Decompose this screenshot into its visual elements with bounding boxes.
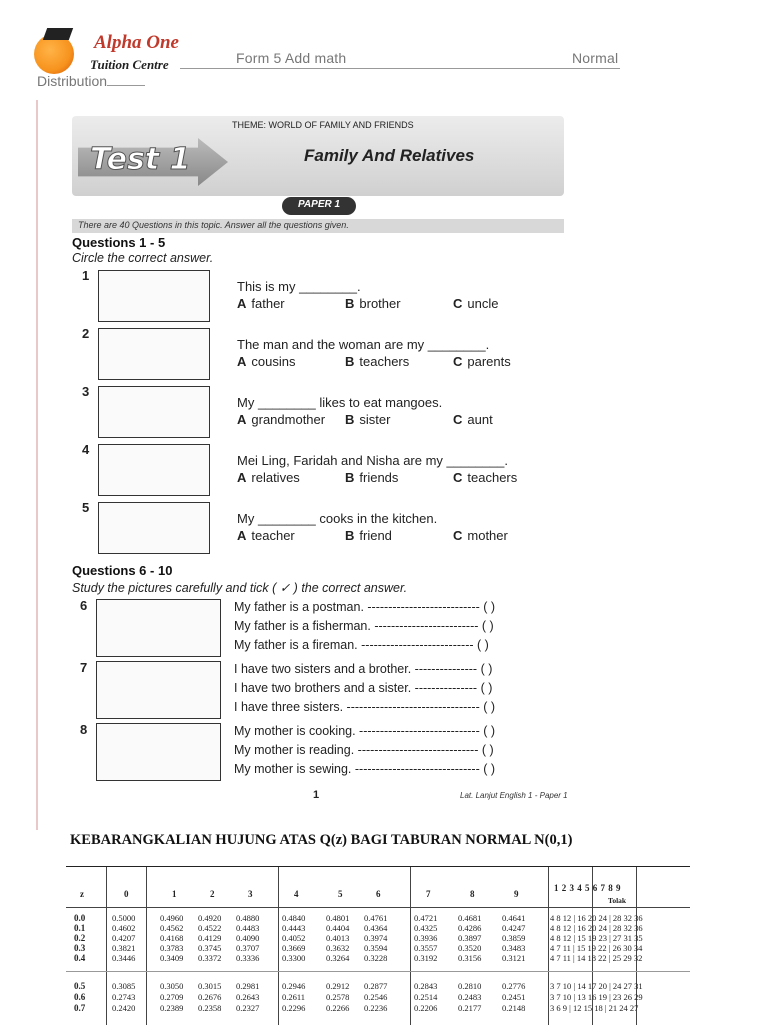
question-text: This is my ________. <box>237 279 361 294</box>
difference-cell: 4 7 11 | 15 19 22 | 26 30 34 <box>550 943 643 953</box>
table-cell: 0.4880 <box>236 913 260 923</box>
table-cell: 0.4562 <box>160 923 184 933</box>
option-letter: A <box>237 354 247 369</box>
table-cell: 0.3228 <box>364 953 388 963</box>
table-cell: 0.4801 <box>326 913 350 923</box>
table-divider <box>106 867 107 1025</box>
table-cell: 0.3859 <box>502 933 526 943</box>
table-cell: 0.3085 <box>112 981 136 991</box>
section2-instruction: Study the pictures carefully and tick ( ✓ ) the correct answer. <box>72 581 408 595</box>
column-header: 3 <box>248 889 253 899</box>
test-label: Test 1 <box>90 142 191 177</box>
answer-option <box>237 470 300 485</box>
difference-cell: 4 8 12 | 16 20 24 | 28 32 36 <box>550 913 643 923</box>
table-cell: 0.2776 <box>502 981 526 991</box>
difference-cell: 3 7 10 | 13 16 19 | 23 26 29 <box>550 992 643 1002</box>
logo-emblem-icon <box>34 34 74 74</box>
answer-option <box>453 470 517 485</box>
table-cell: 0.2912 <box>326 981 350 991</box>
option-text: friend <box>359 528 392 543</box>
question-illustration <box>96 723 221 781</box>
table-cell: 0.4721 <box>414 913 438 923</box>
table-divider <box>410 867 411 1025</box>
answer-option <box>237 412 325 427</box>
table-cell: 0.3594 <box>364 943 388 953</box>
table-cell: 0.2327 <box>236 1003 260 1013</box>
table-cell: 0.2358 <box>198 1003 222 1013</box>
table-cell: 0.4920 <box>198 913 222 923</box>
option-letter: C <box>453 354 463 369</box>
table-cell: 0.3669 <box>282 943 306 953</box>
column-header: 8 <box>470 889 475 899</box>
answer-option <box>345 528 392 543</box>
question-number: 8 <box>80 722 88 737</box>
answer-option <box>237 296 285 311</box>
tick-statement: My mother is reading. ----------------------------- ( ) <box>234 743 494 757</box>
option-letter: A <box>237 296 247 311</box>
table-cell: 0.2451 <box>502 992 526 1002</box>
table-cell: 0.3783 <box>160 943 184 953</box>
question-illustration <box>96 661 221 719</box>
tick-statement: My father is a postman. --------------------------- ( ) <box>234 600 496 614</box>
table-divider <box>146 867 147 1025</box>
table-cell: 0.3121 <box>502 953 526 963</box>
table-cell: 0.2877 <box>364 981 388 991</box>
logo-subtitle: Tuition Centre <box>90 57 169 72</box>
table-cell: 0.2514 <box>414 992 438 1002</box>
question-number: 6 <box>80 598 88 613</box>
difference-header: 1 2 3 4 5 6 7 8 9 <box>554 883 621 893</box>
difference-cell: 4 7 11 | 14 18 22 | 25 29 32 <box>550 953 643 963</box>
tick-statement: My mother is sewing. ------------------------------ ( ) <box>234 762 496 776</box>
test-banner <box>72 116 564 196</box>
table-cell: 0.2389 <box>160 1003 184 1013</box>
table-header-rule <box>66 907 690 908</box>
table-cell: 0.3372 <box>198 953 222 963</box>
topic-part1: Normal <box>572 50 619 66</box>
option-letter: B <box>345 412 355 427</box>
table-cell: 0.2483 <box>458 992 482 1002</box>
table-cell: 0.2177 <box>458 1003 482 1013</box>
table-cell: 0.4681 <box>458 913 482 923</box>
table-divider <box>548 867 549 1025</box>
question-text: Mei Ling, Faridah and Nisha are my ________. <box>237 453 508 468</box>
column-header: 7 <box>426 889 431 899</box>
table-cell: 0.2981 <box>236 981 260 991</box>
page-number: 1 <box>313 789 320 801</box>
answer-option <box>237 354 295 369</box>
table-cell: 0.4483 <box>236 923 260 933</box>
course-label: Form 5 Add math <box>236 50 347 66</box>
section2-heading: Questions 6 - 10 <box>72 563 173 578</box>
table-cell: 0.3336 <box>236 953 260 963</box>
table-cell: 0.4286 <box>458 923 482 933</box>
margin-rule <box>36 100 38 830</box>
tick-statement: I have three sisters. -------------------------------- ( ) <box>234 700 496 714</box>
question-text: The man and the woman are my ________. <box>237 337 490 352</box>
table-cell: 0.4247 <box>502 923 526 933</box>
tolak-label: Tolak <box>608 896 627 905</box>
option-text: teachers <box>467 470 518 485</box>
answer-option <box>453 354 511 369</box>
option-text: friends <box>359 470 399 485</box>
answer-option <box>453 412 493 427</box>
table-cell: 0.2676 <box>198 992 222 1002</box>
question-number: 5 <box>82 500 90 515</box>
difference-cell: 4 8 12 | 16 20 24 | 28 32 36 <box>550 923 643 933</box>
table-cell: 0.3015 <box>198 981 222 991</box>
option-letter: C <box>453 412 463 427</box>
table-cell: 0.4207 <box>112 933 136 943</box>
table-cell: 0.3821 <box>112 943 136 953</box>
logo-title: Alpha One <box>94 32 179 53</box>
table-cell: 0.4364 <box>364 923 388 933</box>
table-cell: 0.4960 <box>160 913 184 923</box>
column-header: 9 <box>514 889 519 899</box>
question-text: My ________ likes to eat mangoes. <box>237 395 443 410</box>
question-number: 4 <box>82 442 90 457</box>
row-z-value: 0.2 <box>74 933 86 943</box>
option-letter: C <box>453 528 463 543</box>
tick-statement: My mother is cooking. ----------------------------- ( ) <box>234 724 496 738</box>
instructions: There are 40 Questions in this topic. Answer all the questions given. <box>78 220 349 230</box>
row-z-value: 0.6 <box>74 992 86 1002</box>
table-cell: 0.2236 <box>364 1003 388 1013</box>
row-z-value: 0.4 <box>74 953 86 963</box>
question-number: 7 <box>80 660 88 675</box>
table-cell: 0.4404 <box>326 923 350 933</box>
table-cell: 0.3974 <box>364 933 388 943</box>
option-letter: B <box>345 470 355 485</box>
row-z-value: 0.5 <box>74 981 86 991</box>
option-text: parents <box>467 354 511 369</box>
column-header: 5 <box>338 889 343 899</box>
row-z-value: 0.0 <box>74 913 86 923</box>
table-cell: 0.2643 <box>236 992 260 1002</box>
question-illustration <box>98 328 210 380</box>
table-cell: 0.2578 <box>326 992 350 1002</box>
table-cell: 0.2420 <box>112 1003 136 1013</box>
column-header: 2 <box>210 889 215 899</box>
normal-distribution-table <box>66 866 690 1025</box>
table-cell: 0.2296 <box>282 1003 306 1013</box>
table-cell: 0.2810 <box>458 981 482 991</box>
table-cell: 0.4052 <box>282 933 306 943</box>
table-cell: 0.3192 <box>414 953 438 963</box>
table-cell: 0.3264 <box>326 953 350 963</box>
table-cell: 0.4641 <box>502 913 526 923</box>
table-cell: 0.3707 <box>236 943 260 953</box>
graduation-cap-icon <box>43 28 73 40</box>
option-text: sister <box>359 412 391 427</box>
question-illustration <box>96 599 221 657</box>
tick-statement: I have two brothers and a sister. --------------- ( ) <box>234 681 493 695</box>
footer-note: Lat. Lanjut English 1 - Paper 1 <box>460 791 568 800</box>
section1-instruction: Circle the correct answer. <box>72 251 214 265</box>
table-cell: 0.4443 <box>282 923 306 933</box>
table-cell: 0.3300 <box>282 953 306 963</box>
option-text: mother <box>467 528 508 543</box>
question-illustration <box>98 386 210 438</box>
answer-option <box>345 470 398 485</box>
table-cell: 0.4325 <box>414 923 438 933</box>
option-text: father <box>251 296 285 311</box>
question-illustration <box>98 270 210 322</box>
question-illustration <box>98 502 210 554</box>
question-text: My ________ cooks in the kitchen. <box>237 511 438 526</box>
row-z-value: 0.7 <box>74 1003 86 1013</box>
column-header: 1 <box>172 889 177 899</box>
table-cell: 0.4090 <box>236 933 260 943</box>
answer-option <box>453 296 498 311</box>
column-header: 0 <box>124 889 129 899</box>
answer-option <box>345 354 409 369</box>
table-cell: 0.3557 <box>414 943 438 953</box>
option-letter: B <box>345 354 355 369</box>
table-cell: 0.3409 <box>160 953 184 963</box>
tick-statement: My father is a fireman. --------------------------- ( ) <box>234 638 489 652</box>
table-cell: 0.3632 <box>326 943 350 953</box>
option-text: teachers <box>359 354 410 369</box>
difference-cell: 3 6 9 | 12 15 18 | 21 24 27 <box>550 1003 639 1013</box>
option-letter: A <box>237 412 247 427</box>
table-cell: 0.5000 <box>112 913 136 923</box>
table-cell: 0.4013 <box>326 933 350 943</box>
table-cell: 0.3745 <box>198 943 222 953</box>
option-letter: C <box>453 296 463 311</box>
option-letter: A <box>237 470 247 485</box>
table-cell: 0.4761 <box>364 913 388 923</box>
table-cell: 0.3446 <box>112 953 136 963</box>
table-cell: 0.3897 <box>458 933 482 943</box>
table-cell: 0.4522 <box>198 923 222 933</box>
row-z-value: 0.3 <box>74 943 86 953</box>
option-letter: C <box>453 470 463 485</box>
table-cell: 0.2546 <box>364 992 388 1002</box>
tick-statement: I have two sisters and a brother. --------------- ( ) <box>234 662 493 676</box>
difference-cell: 4 8 12 | 15 19 23 | 27 31 35 <box>550 933 643 943</box>
worksheet-title: Family And Relatives <box>304 146 475 165</box>
table-cell: 0.2843 <box>414 981 438 991</box>
table-cell: 0.3520 <box>458 943 482 953</box>
paper-badge-label: PAPER 1 <box>298 199 341 210</box>
difference-cell: 3 7 10 | 14 17 20 | 24 27 31 <box>550 981 643 991</box>
question-number: 1 <box>82 268 90 283</box>
option-text: relatives <box>251 470 300 485</box>
table-cell: 0.4129 <box>198 933 222 943</box>
table-title: KEBARANGKALIAN HUJUNG ATAS Q(z) BAGI TABURAN NORMAL N(0,1) <box>70 832 573 848</box>
column-header: z <box>80 889 84 899</box>
answer-option <box>345 412 390 427</box>
table-cell: 0.4840 <box>282 913 306 923</box>
table-cell: 0.2946 <box>282 981 306 991</box>
column-header: 6 <box>376 889 381 899</box>
option-text: aunt <box>467 412 493 427</box>
option-text: grandmother <box>251 412 326 427</box>
option-text: cousins <box>251 354 296 369</box>
table-divider <box>278 867 279 1025</box>
table-cell: 0.2266 <box>326 1003 350 1013</box>
option-letter: A <box>237 528 247 543</box>
table-cell: 0.2611 <box>282 992 306 1002</box>
question-illustration <box>98 444 210 496</box>
row-z-value: 0.1 <box>74 923 86 933</box>
table-cell: 0.3050 <box>160 981 184 991</box>
question-number: 3 <box>82 384 90 399</box>
table-cell: 0.2206 <box>414 1003 438 1013</box>
option-letter: B <box>345 296 355 311</box>
question-number: 2 <box>82 326 90 341</box>
table-cell: 0.3936 <box>414 933 438 943</box>
option-letter: B <box>345 528 355 543</box>
table-group-rule <box>66 971 690 972</box>
answer-option <box>453 528 508 543</box>
column-header: 4 <box>294 889 299 899</box>
option-text: brother <box>359 296 401 311</box>
table-cell: 0.2743 <box>112 992 136 1002</box>
table-cell: 0.4168 <box>160 933 184 943</box>
table-cell: 0.2148 <box>502 1003 526 1013</box>
table-cell: 0.4602 <box>112 923 136 933</box>
table-cell: 0.3156 <box>458 953 482 963</box>
topic-part2: Distribution <box>37 73 145 89</box>
answer-option <box>237 528 295 543</box>
tick-statement: My father is a fisherman. ------------------------- ( ) <box>234 619 494 633</box>
table-cell: 0.2709 <box>160 992 184 1002</box>
theme-text: THEME: WORLD OF FAMILY AND FRIENDS <box>232 120 414 130</box>
option-text: teacher <box>251 528 295 543</box>
section1-heading: Questions 1 - 5 <box>72 235 166 250</box>
table-cell: 0.3483 <box>502 943 526 953</box>
option-text: uncle <box>467 296 499 311</box>
answer-option <box>345 296 401 311</box>
